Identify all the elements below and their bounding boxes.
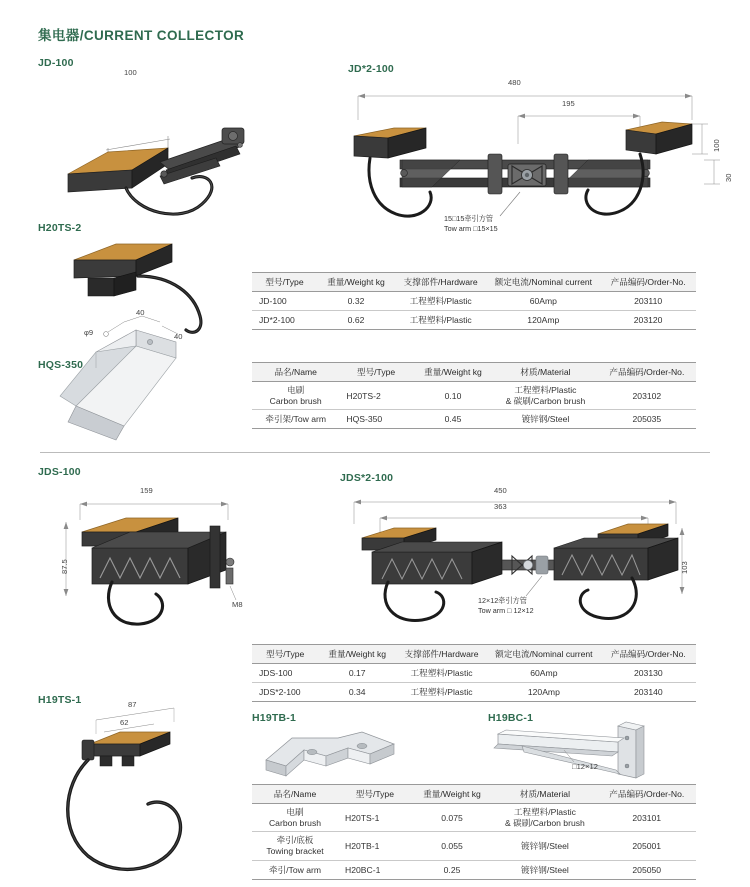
th-weight: 重量/Weight kg [317, 273, 395, 292]
cell-type: H20TB-1 [338, 832, 412, 860]
label-jds2-100: JDS*2-100 [340, 472, 394, 484]
cell-type: JDS*2-100 [252, 683, 318, 702]
drawing-hqs-350 [38, 300, 248, 450]
cell-material: 工程塑料/Plastic & 碳刷/Carbon brush [492, 804, 597, 832]
table-row-header [252, 785, 696, 804]
table-row [252, 860, 696, 879]
cell-order: 203140 [601, 683, 696, 702]
cell-type: H20TS-1 [338, 804, 412, 832]
cell-type: HQS-350 [339, 410, 412, 429]
cell-weight: 0.25 [412, 860, 493, 879]
cell-current: 60Amp [486, 292, 600, 311]
cell-weight: 0.45 [413, 410, 493, 429]
cell-weight: 0.075 [412, 804, 493, 832]
dim-jds2-height: 103 [680, 561, 689, 574]
label-h19tb-1: H19TB-1 [252, 712, 296, 724]
drawing-h19ts-1 [42, 700, 242, 880]
table-row-header [252, 645, 696, 664]
cell-order: 203110 [600, 292, 696, 311]
cell-hardware: 工程塑料/Plastic [396, 683, 487, 702]
table-row [252, 382, 696, 410]
table-jds-specs [252, 644, 696, 702]
dim-hqs-w2: 40 [174, 332, 183, 341]
dim-h19bc1-note: □12×12 [572, 762, 598, 771]
dim-jds100-height: 87.5 [60, 559, 69, 574]
th-type: 型号/Type [252, 645, 318, 664]
table-h19-parts [252, 784, 696, 880]
table-row [252, 311, 696, 330]
cell-current: 120Amp [487, 683, 601, 702]
cell-order: 205001 [598, 832, 696, 860]
cell-hardware: 工程塑料/Plastic [395, 311, 486, 330]
table-row [252, 683, 696, 702]
table-row-header [252, 273, 696, 292]
cell-weight: 0.10 [413, 382, 493, 410]
callout-jds2-line2: Tow arm □ 12×12 [478, 605, 534, 615]
dim-jd2-h1: 100 [712, 139, 721, 152]
cell-weight: 0.055 [412, 832, 493, 860]
cell-type: JD*2-100 [252, 311, 317, 330]
cell-material: 镀锌钢/Steel [492, 860, 597, 879]
dim-jds2-inner: 363 [494, 502, 507, 511]
th-current: 额定电流/Nominal current [486, 273, 600, 292]
cell-weight: 0.17 [318, 664, 396, 683]
dim-h19ts1-w1: 87 [128, 700, 137, 709]
th-weight: 重量/Weight kg [318, 645, 396, 664]
dim-hqs-dia: φ9 [84, 328, 94, 337]
th-current: 额定电流/Nominal current [487, 645, 601, 664]
cell-hardware: 工程塑料/Plastic [395, 292, 486, 311]
callout-jd2-line1: 15□15牵引方管 [444, 214, 494, 223]
cell-name: 牵引架/Tow arm [252, 410, 339, 429]
dim-h19ts1-w2: 62 [120, 718, 129, 727]
cell-weight: 0.62 [317, 311, 395, 330]
drawing-jd2-100 [340, 74, 733, 234]
table-row [252, 292, 696, 311]
label-jd-100: JD-100 [38, 57, 74, 69]
label-jd2-100: JD*2-100 [348, 63, 394, 75]
dim-jd100-width: 100 [124, 68, 137, 77]
th-material: 材质/Material [492, 785, 597, 804]
cell-hardware: 工程塑料/Plastic [396, 664, 487, 683]
drawing-jd-100 [40, 66, 250, 226]
label-h19bc-1: H19BC-1 [488, 712, 534, 724]
cell-order: 203120 [600, 311, 696, 330]
label-hqs-350: HQS-350 [38, 359, 84, 371]
dim-jd2-inner: 195 [562, 99, 575, 108]
cell-material: 镀锌钢/Steel [493, 410, 598, 429]
cell-material: 工程塑料/Plastic & 碳刷/Carbon brush [493, 382, 598, 410]
page-title: 集电器/CURRENT COLLECTOR [38, 28, 245, 43]
table-row [252, 804, 696, 832]
th-name: 品名/Name [252, 785, 338, 804]
th-order: 产品编码/Order-No. [600, 273, 696, 292]
th-order: 产品编码/Order-No. [598, 363, 696, 382]
table-row-header [252, 363, 696, 382]
th-order: 产品编码/Order-No. [598, 785, 696, 804]
cell-order: 205050 [598, 860, 696, 879]
th-hardware: 支撑部件/Hardware [395, 273, 486, 292]
dim-jds100-len: 159 [140, 486, 153, 495]
drawing-jds-100 [40, 478, 260, 638]
callout-jds2-line1: 12×12牵引方管 [478, 596, 527, 605]
th-type: 型号/Type [338, 785, 412, 804]
table-row [252, 664, 696, 683]
dim-jd2-h2: 30 [724, 173, 733, 182]
cell-type: JD-100 [252, 292, 317, 311]
cell-order: 205035 [598, 410, 696, 429]
label-h19ts-1: H19TS-1 [38, 694, 82, 706]
dim-jds2-overall: 450 [494, 486, 507, 495]
cell-material: 镀锌钢/Steel [492, 832, 597, 860]
drawing-h19tb-1 [252, 722, 412, 782]
cell-order: 203101 [598, 804, 696, 832]
table-jd-specs [252, 272, 696, 330]
th-weight: 重量/Weight kg [413, 363, 493, 382]
cell-weight: 0.34 [318, 683, 396, 702]
drawing-jds2-100 [336, 484, 726, 634]
drawing-h19bc-1 [488, 722, 688, 784]
th-hardware: 支撑部件/Hardware [396, 645, 487, 664]
label-jds-100: JDS-100 [38, 466, 81, 478]
callout-jds2-tow-arm [478, 596, 534, 615]
dim-jd2-overall: 480 [508, 78, 521, 87]
dim-hqs-w1: 40 [136, 308, 145, 317]
cell-current: 60Amp [487, 664, 601, 683]
th-weight: 重量/Weight kg [412, 785, 493, 804]
th-type: 型号/Type [252, 273, 317, 292]
th-name: 品名/Name [252, 363, 339, 382]
cell-type: JDS-100 [252, 664, 318, 683]
callout-jd2-tow-arm [444, 214, 498, 233]
label-h20ts-2: H20TS-2 [38, 222, 82, 234]
table-row [252, 832, 696, 860]
section-divider-top [40, 452, 710, 453]
cell-order: 203102 [598, 382, 696, 410]
cell-name: 电刷 Carbon brush [252, 804, 338, 832]
cell-weight: 0.32 [317, 292, 395, 311]
cell-type: H20TS-2 [339, 382, 412, 410]
th-order: 产品编码/Order-No. [601, 645, 696, 664]
dim-jds100-thread: M8 [232, 600, 243, 609]
cell-order: 203130 [601, 664, 696, 683]
table-row [252, 410, 696, 429]
cell-name: 电刷 Carbon brush [252, 382, 339, 410]
cell-type: H20BC-1 [338, 860, 412, 879]
cell-name: 牵引/底板 Towing bracket [252, 832, 338, 860]
th-material: 材质/Material [493, 363, 598, 382]
table-h20ts2-hqs350 [252, 362, 696, 429]
cell-current: 120Amp [486, 311, 600, 330]
th-type: 型号/Type [339, 363, 412, 382]
cell-name: 牵引/Tow arm [252, 860, 338, 879]
callout-jd2-line2: Tow arm □15×15 [444, 223, 498, 233]
